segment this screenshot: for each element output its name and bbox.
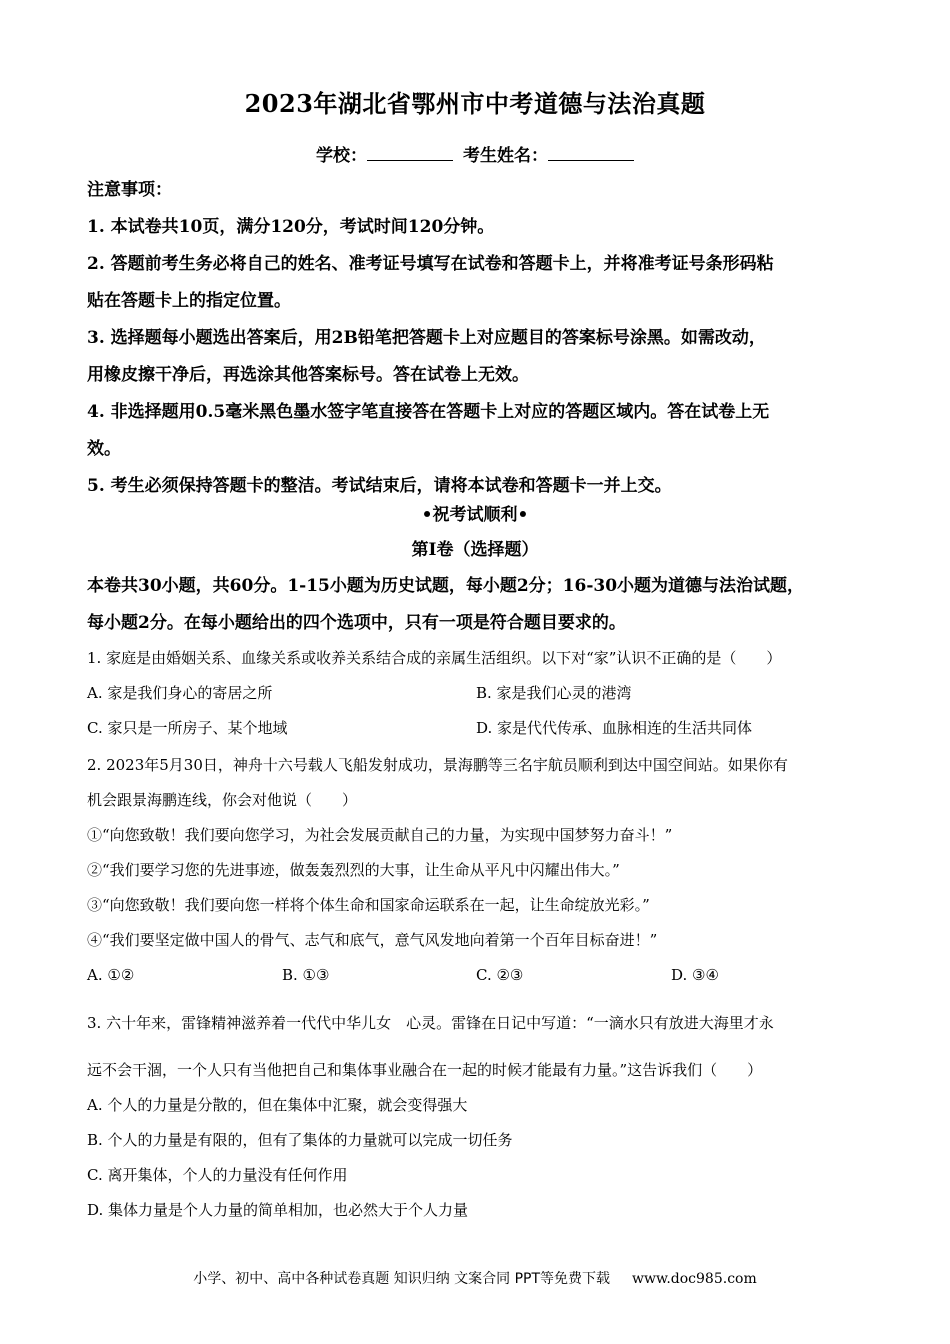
notice-line: 2. 答题前考生务必将自己的姓名、准考证号填写在试卷和答题卡上，并将准考证号条形码粘 [87,254,774,274]
question-item: ③“向您致敬！我们要向您一样将个体生命和国家命运联系在一起，让生命绽放光彩。” [87,896,650,914]
notice-line: 效。 [87,439,121,459]
question-3-stem-cont [87,1053,877,1228]
option-d[interactable]: D. ③④ [671,966,719,984]
question-3-stem [87,1006,877,1041]
option-c[interactable]: C. 家只是一所房子、某个地域 [87,719,288,737]
notice-line: 用橡皮擦干净后，再选涂其他答案标号。答在试卷上无效。 [87,365,529,385]
option-b[interactable]: B. 家是我们心灵的港湾 [476,684,632,702]
page-footer [0,1268,950,1288]
section-intro-line: 每小题2分。在每小题给出的四个选项中，只有一项是符合题目要求的。 [87,613,626,633]
question-text: 机会跟景海鹏连线，你会对他说（ ） [87,791,358,809]
page-title: 2023年湖北省鄂州市中考道德与法治真题 [244,89,706,118]
option-b[interactable]: B. ①③ [282,966,330,984]
section-intro-line: 本卷共30小题，共60分。1-15小题为历史试题，每小题2分；16-30小题为道德与法治试题， [87,576,805,596]
question-item: ④“我们要坚定做中国人的骨气、志气和底气，意气风发地向着第一个百年目标奋进！” [87,931,658,949]
notice-line: 贴在答题卡上的指定位置。 [87,291,291,311]
option-d[interactable]: D. 家是代代传承、血脉相连的生活共同体 [476,719,753,737]
option-a[interactable]: A. ①② [87,966,135,984]
option-d[interactable]: D. 集体力量是个人力量的简单相加，也必然大于个人力量 [87,1201,469,1219]
option-a[interactable]: A. 家是我们身心的寄居之所 [87,684,273,702]
school-name-line [0,141,950,166]
option-a[interactable]: A. 个人的力量是分散的，但在集体中汇聚，就会变得强大 [87,1096,468,1114]
question-item: ①“向您致敬！我们要向您学习，为社会发展贡献自己的力量，为实现中国梦努力奋斗！” [87,826,673,844]
question-1-options [87,676,877,746]
question-text: 2. 2023年5月30日，神舟十六号载人飞船发射成功，景海鹏等三名宇航员顺利到达中国空间站。如果你有 [87,756,788,774]
option-b[interactable]: B. 个人的力量是有限的，但有了集体的力量就可以完成一切任务 [87,1131,513,1149]
question-1-stem [87,641,877,676]
option-c[interactable]: C. 离开集体，个人的力量没有任何作用 [87,1166,348,1184]
notice-line: 5. 考生必须保持答题卡的整洁。考试结束后，请将本试卷和答题卡一并上交。 [87,476,672,496]
footer-url[interactable]: www.doc985.com [632,1271,757,1287]
section-title: 第Ⅰ卷（选择题） [411,540,539,560]
question-2-stem [87,748,877,958]
section-intro [87,568,877,642]
notice-section [87,172,877,505]
name-blank[interactable] [548,146,634,161]
question-text: 3. 六十年来，雷锋精神滋养着一代代中华儿女 心灵。雷锋在日记中写道：“一滴水只有放进大海里才永 [87,1014,774,1032]
question-text: 远不会干涸，一个人只有当他把自己和集体事业融合在一起的时候才能最有力量。”这告诉我们（ ） [87,1061,763,1079]
footer-text: 小学、初中、高中各种试卷真题 知识归纳 文案合同 PPT等免费下载 [193,1271,611,1287]
question-2-options [87,958,877,993]
question-text: 1. 家庭是由婚姻关系、血缘关系或收养关系结合成的亲属生活组织。以下对“家”认识不正确的是（ ） [87,649,782,667]
question-item: ②“我们要学习您的先进事迹，做轰轰烈烈的大事，让生命从平凡中闪耀出伟大。” [87,861,620,879]
notice-heading: 注意事项： [87,180,172,200]
option-c[interactable]: C. ②③ [476,966,524,984]
school-label: 学校： [316,146,367,166]
school-blank[interactable] [367,146,453,161]
notice-line: 3. 选择题每小题选出答案后，用2B铅笔把答题卡上对应题目的答案标号涂黑。如需改动， [87,328,766,348]
good-luck-line: •祝考试顺利• [421,505,529,525]
notice-line: 1. 本试卷共10页，满分120分，考试时间120分钟。 [87,217,495,237]
notice-line: 4. 非选择题用0.5毫米黑色墨水签字笔直接答在答题卡上对应的答题区域内。答在试卷上无 [87,402,770,422]
name-label: 考生姓名： [463,146,548,166]
